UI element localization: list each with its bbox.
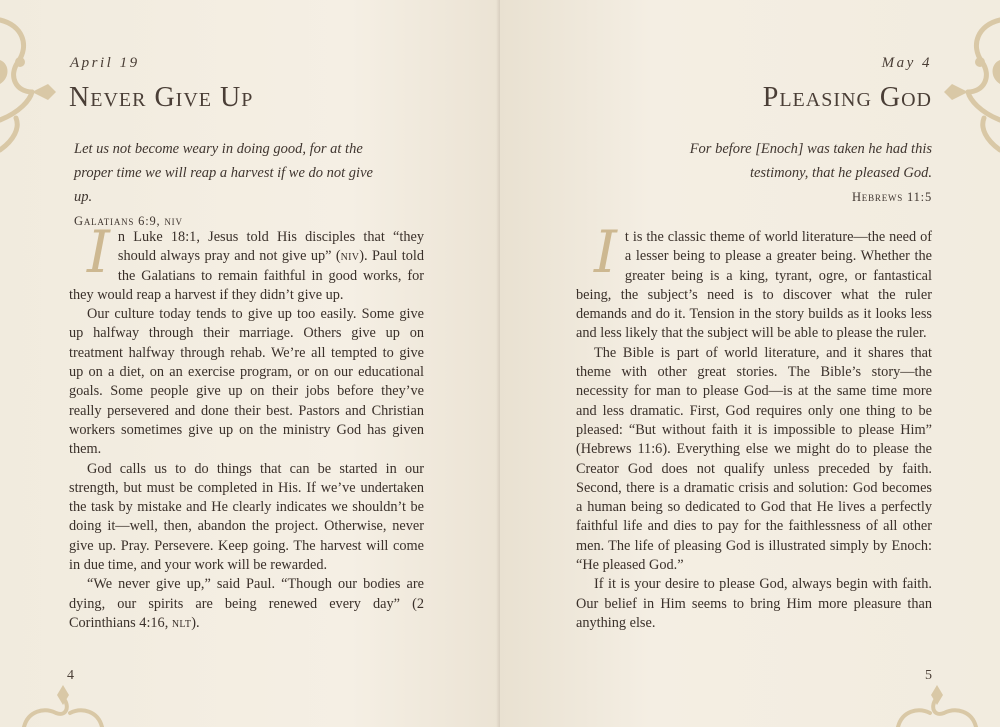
- verse-reference: Galatians 6:9, niv: [74, 214, 183, 228]
- paragraph: If it is your desire to please God, always begin with faith. Our belief in Him seems to bring Him more pleasure than anything else.: [576, 576, 932, 631]
- page-title: Never Give Up: [69, 82, 254, 113]
- page-title: Pleasing God: [762, 82, 932, 113]
- flourish-top-left-ornament: [0, 0, 70, 175]
- verse-line: For before [Enoch] was taken he had this: [689, 141, 932, 157]
- verse-line: testimony, that he pleased God.: [749, 165, 932, 181]
- flourish-bottom-left-ornament: [18, 677, 108, 727]
- scripture-verse: [612, 137, 932, 209]
- drop-cap: I: [87, 218, 110, 286]
- right-page: [500, 0, 1000, 727]
- paragraph: “We never give up,” said Paul. “Though our bodies are dying, our spirits are being renewed every day” (2 Corinthians 4:16, nlt).: [69, 576, 424, 631]
- paragraph: It is the classic theme of world literature—the need of a lesser being to please a greater being. Whether the greater being is a king, tyrant, ogre, or fantastical being, the subject’s need is to discover what the ruler demands and do it. Tension in the story builds as it looks less and less likely that the subject will be able to please the ruler.: [576, 218, 932, 342]
- paragraph: The Bible is part of world literature, and it shares that theme with other great stories. The Bible’s story—the necessity for man to please God—is at the same time more and less dramatic. First, God requires only one thing to be pleased: “But without faith it is impossible to please Him” (Hebrews 11:6). Everything else we might do to please the Creator God does not qualify unless preceded by faith. Second, there is a dramatic crisis and solution: God becomes a human being so dedicated to God that He lives a perfectly faithful life and dies to pay for the faithlessness of all other men. The life of pleasing God is illustrated simply by Enoch: “He pleased God.”: [576, 344, 932, 574]
- entry-date: April 19: [70, 55, 140, 71]
- scripture-verse: [74, 137, 374, 233]
- flourish-top-right-ornament: [930, 0, 1000, 175]
- devotional-body: [576, 218, 932, 633]
- paragraph: Our culture today tends to give up too easily. Some give up halfway through their marriage. Others give up on treatment halfway through rehab. We’re all tempted to give up on a diet, on an exercise program, or on our educational goals. Some people give up on their jobs before they’ve really persevered and done their best. Pastors and Christian workers sometimes give up on the ministry God has given them.: [69, 306, 424, 458]
- page-number: 4: [67, 668, 74, 683]
- flourish-bottom-right-ornament: [892, 677, 982, 727]
- verse-text: Let us not become weary in doing good, for at the proper time we will reap a harvest if we do not give up.: [74, 141, 373, 205]
- page-number: 5: [925, 668, 932, 683]
- entry-date: May 4: [881, 55, 932, 71]
- paragraph: In Luke 18:1, Jesus told His disciples that “they should always pray and not give up” (niv). Paul told the Galatians to remain faithful in good works, for they would reap a harvest if they didn’t give up.: [69, 218, 424, 303]
- verse-reference: Hebrews 11:5: [851, 190, 932, 204]
- paragraph: God calls us to do things that can be started in our strength, but must be completed in His. If we’ve undertaken the task by mistake and He clearly indicates we shouldn’t be doing it—well, then, abandon the project. Otherwise, never give up. Pray. Persevere. Keep going. The harvest will come in due time, and your work will be rewarded.: [69, 460, 424, 574]
- drop-cap: I: [594, 218, 617, 286]
